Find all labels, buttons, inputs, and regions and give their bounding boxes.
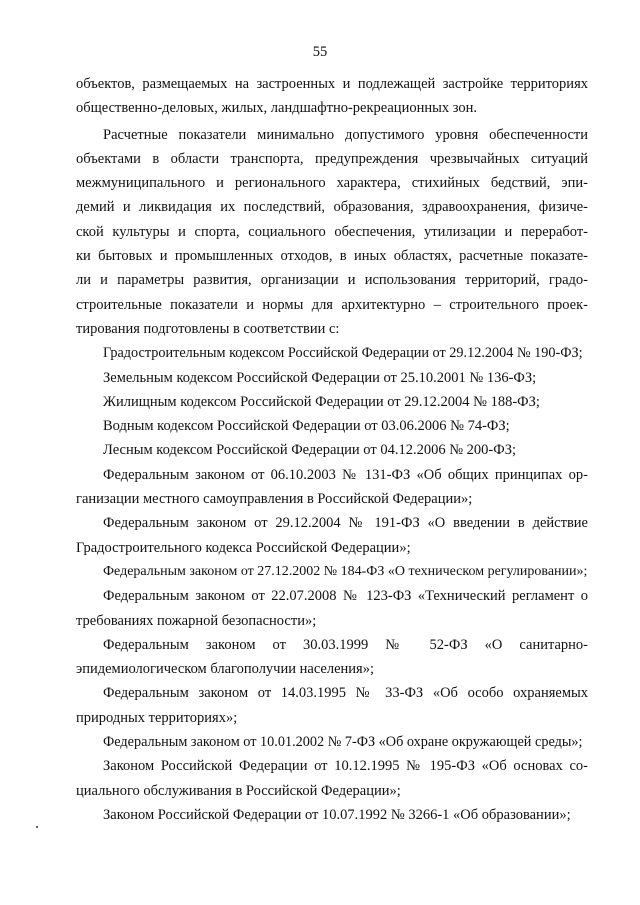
text-line: ской культуры и спорта, социального обеспечения, утилизации и переработ-: [76, 223, 588, 240]
text-line: Водным кодексом Российской Федерации от 03.06.2006 № 74-ФЗ;: [103, 418, 510, 435]
text-line: Законом Российской Федерации от 10.07.1992 № 3266-1 «Об образовании»;: [103, 806, 571, 823]
text-line: Федеральным законом от 10.01.2002 № 7-ФЗ «Об охране окружающей среды»;: [103, 734, 583, 751]
text-line: общественно-деловых, жилых, ландшафтно-рекреационных зон.: [76, 100, 477, 117]
text-line: ганизации местного самоуправления в Российской Федерации»;: [76, 491, 473, 508]
text-line: Федеральным законом от 29.12.2004 № 191-ФЗ «О введении в действие: [103, 515, 588, 532]
text-line: тирования подготовлены в соответствии с:: [76, 320, 340, 337]
text-line: Федеральным законом от 14.03.1995 № 33-ФЗ «Об особо охраняемых: [103, 685, 588, 702]
text-line: эпидемиологическом благополучии населения»;: [76, 661, 375, 678]
text-line: требованиях пожарной безопасности»;: [76, 612, 317, 629]
text-line: Федеральным законом от 06.10.2003 № 131-ФЗ «Об общих принципах ор-: [103, 466, 588, 483]
document-body: [76, 72, 588, 827]
text-line: природных территориях»;: [76, 709, 238, 726]
scan-speck: [36, 826, 38, 828]
text-line: объектов, размещаемых на застроенных и подлежащей застройке территориях: [76, 76, 588, 92]
text-line: демий и ликвидация их последствий, образования, здравоохранения, физиче-: [76, 199, 588, 216]
text-line: ки бытовых и промышленных отходов, в иных областях, расчетные показате-: [76, 248, 588, 265]
text-line: Расчетные показатели минимально допустимого уровня обеспеченности: [103, 126, 588, 143]
text-line: циального обслуживания в Российской Федерации»;: [76, 782, 401, 799]
text-line: Земельным кодексом Российской Федерации от 25.10.2001 № 136-ФЗ;: [103, 369, 537, 386]
text-line: межмуниципального и регионального характера, стихийных бедствий, эпи-: [76, 175, 588, 192]
text-line: Градостроительным кодексом Российской Федерации от 29.12.2004 № 190-ФЗ;: [103, 345, 583, 362]
text-line: строительные показатели и нормы для архитектурно – строительного проек-: [76, 296, 588, 313]
text-line: Федеральным законом от 27.12.2002 № 184-ФЗ «О техническом регулировании»;: [103, 563, 588, 579]
text-line: объектами в области транспорта, предупреждения чрезвычайных ситуаций: [76, 150, 588, 167]
text-line: Законом Российской Федерации от 10.12.1995 № 195-ФЗ «Об основах со-: [103, 758, 588, 775]
page-number: 55: [312, 44, 328, 60]
text-line: Жилищным кодексом Российской Федерации от 29.12.2004 № 188-ФЗ;: [103, 393, 540, 410]
text-line: Лесным кодексом Российской Федерации от 04.12.2006 № 200-ФЗ;: [103, 442, 516, 459]
text-line: Федеральным законом от 22.07.2008 № 123-ФЗ «Технический регламент о: [103, 588, 588, 605]
text-line: Градостроительного кодекса Российской Федерации»;: [76, 539, 411, 556]
text-line: ли и параметры развития, организации и использования территорий, градо-: [76, 272, 588, 289]
text-line: Федеральным законом от 30.03.1999 № 52-ФЗ «О санитарно-: [103, 636, 588, 653]
